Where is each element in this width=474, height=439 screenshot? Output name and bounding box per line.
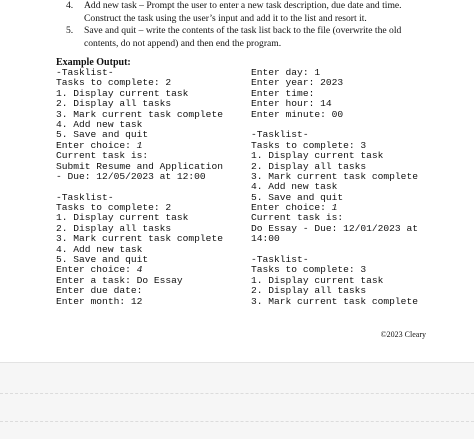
output-line: -Tasklist-	[251, 129, 309, 141]
item-line: Add new task – Prompt the user to enter a new task description, due date and time.	[84, 0, 402, 11]
item-number: 4.	[66, 0, 74, 11]
output-line: Enter due date:	[56, 285, 143, 297]
divider	[0, 393, 474, 394]
item-line: contents, do not append) and then end the program.	[84, 37, 282, 49]
output-line: Submit Resume and Application	[56, 160, 223, 172]
output-line: Enter time:	[251, 87, 315, 99]
output-line: 1. Display current task	[56, 212, 189, 224]
output-line: Tasks to complete: 3	[251, 139, 367, 151]
output-line: 2. Display all tasks	[251, 285, 367, 297]
output-line: Current task is:	[56, 150, 149, 162]
output-line: 5. Save and quit	[251, 191, 344, 203]
output-line: Enter a task: Do Essay	[56, 274, 183, 286]
output-line: Tasks to complete: 3	[251, 264, 367, 276]
output-line: 3. Mark current task complete	[251, 295, 418, 307]
output-line: Enter year: 2023	[251, 77, 344, 89]
output-line: - Due: 12/05/2023 at 12:00	[56, 170, 206, 182]
output-line: Enter month: 12	[56, 295, 143, 307]
output-line: -Tasklist-	[56, 191, 114, 203]
example-output-left-column	[56, 68, 223, 307]
output-line: 2. Display all tasks	[56, 222, 172, 234]
output-line: 5. Save and quit	[56, 254, 149, 266]
output-line: Tasks to complete: 2	[56, 77, 172, 89]
output-line: 3. Mark current task complete	[56, 233, 223, 245]
user-input: 1	[136, 139, 143, 151]
output-line: 2. Display all tasks	[56, 98, 172, 110]
output-line: -Tasklist-	[251, 254, 309, 266]
output-line: 5. Save and quit	[56, 129, 149, 141]
output-line: 2. Display all tasks	[251, 160, 367, 172]
prompt-text: Enter choice:	[56, 139, 137, 151]
user-input: 1	[331, 202, 338, 214]
page-footer-area	[0, 362, 474, 439]
example-output-heading: Example Output:	[56, 57, 131, 68]
output-line: 1. Display current task	[251, 274, 384, 286]
output-line: -Tasklist-	[56, 67, 114, 78]
item-line: Construct the task using the user’s input and add it to the list and resort it.	[84, 12, 367, 24]
output-line: 1. Display current task	[251, 150, 384, 162]
item-line: Save and quit – write the contents of the task list back to the file (overwrite the old	[84, 25, 402, 36]
output-line: 3. Mark current task complete	[56, 108, 223, 120]
output-line: Enter day: 1	[251, 67, 321, 78]
divider	[0, 421, 474, 422]
prompt-text: Enter choice:	[251, 202, 332, 214]
user-input: 4	[136, 264, 143, 276]
copyright-notice: ©2023 Cleary	[380, 330, 426, 339]
output-line: 1. Display current task	[56, 87, 189, 99]
output-line: Enter minute: 00	[251, 108, 344, 120]
output-line: Enter hour: 14	[251, 98, 332, 110]
output-line: Do Essay - Due: 12/01/2023 at	[251, 222, 418, 234]
example-output-right-column	[251, 68, 418, 307]
output-line: 4. Add new task	[56, 118, 143, 130]
prompt-text: Enter choice:	[56, 264, 137, 276]
output-line: 4. Add new task	[251, 181, 338, 193]
output-line: Current task is:	[251, 212, 344, 224]
output-line: 14:00	[251, 233, 280, 245]
item-number: 5.	[66, 25, 74, 36]
output-line: Tasks to complete: 2	[56, 202, 172, 214]
output-line: 4. Add new task	[56, 243, 143, 255]
output-line: 3. Mark current task complete	[251, 170, 418, 182]
